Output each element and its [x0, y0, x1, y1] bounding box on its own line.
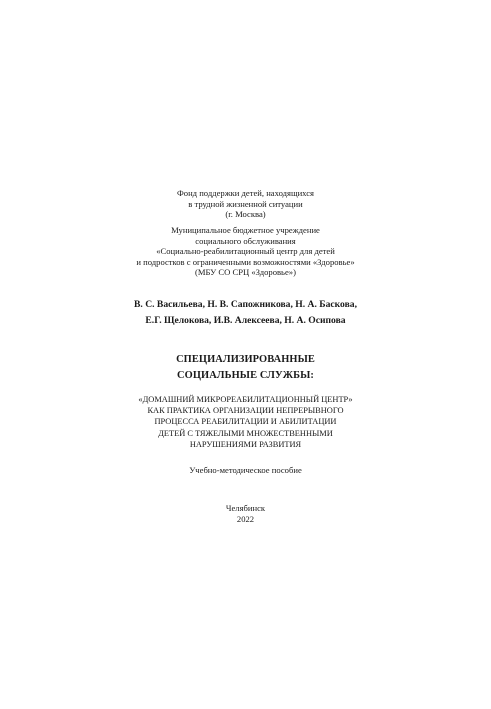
institution-line: и подростков с ограниченными возможностями «Здоровье» [136, 256, 355, 267]
subtitle-line: КАК ПРАКТИКА ОРГАНИЗАЦИИ НЕПРЕРЫВНОГО [147, 406, 344, 416]
subtitle-line: ДЕТЕЙ С ТЯЖЕЛЫМИ МНОЖЕСТВЕННЫМИ [158, 428, 333, 438]
title-line: СОЦИАЛЬНЫЕ СЛУЖБЫ: [177, 369, 314, 381]
imprint-block [0, 503, 491, 524]
fund-line: (г. Москва) [225, 209, 266, 220]
document-type-text: Учебно-методическое пособие [189, 465, 302, 475]
fund-line: в трудной жизненной ситуации [188, 198, 303, 209]
authors-line: Е.Г. Щелокова, И.В. Алексеева, Н. А. Осипова [145, 315, 346, 326]
authors-block [0, 297, 491, 329]
fund-block [0, 188, 491, 220]
subtitle-line: «ДОМАШНИЙ МИКРОРЕАБИЛИТАЦИОННЫЙ ЦЕНТР» [138, 395, 353, 404]
institution-block [0, 225, 491, 278]
document-subtitle [0, 394, 491, 450]
publication-city: Челябинск [225, 503, 266, 513]
fund-line: Фонд поддержки детей, находящихся [176, 188, 314, 198]
institution-line: «Социально-реабилитационный центр для детей [156, 246, 335, 257]
authors-line: В. С. Васильева, Н. В. Сапожникова, Н. А. Баскова, [134, 299, 357, 310]
publication-year: 2022 [236, 513, 255, 524]
document-title [0, 352, 491, 383]
title-line: СПЕЦИАЛИЗИРОВАННЫЕ [176, 354, 315, 365]
subtitle-line: ПРОЦЕССА РЕАБИЛИТАЦИИ И АБИЛИТАЦИИ [154, 417, 337, 427]
subtitle-line: НАРУШЕНИЯМИ РАЗВИТИЯ [189, 439, 302, 449]
institution-line: Муниципальное бюджетное учреждение [171, 225, 320, 235]
institution-line: (МБУ СО СРЦ «Здоровье») [195, 267, 296, 278]
institution-line: социального обслуживания [195, 235, 296, 246]
document-type [0, 465, 491, 476]
